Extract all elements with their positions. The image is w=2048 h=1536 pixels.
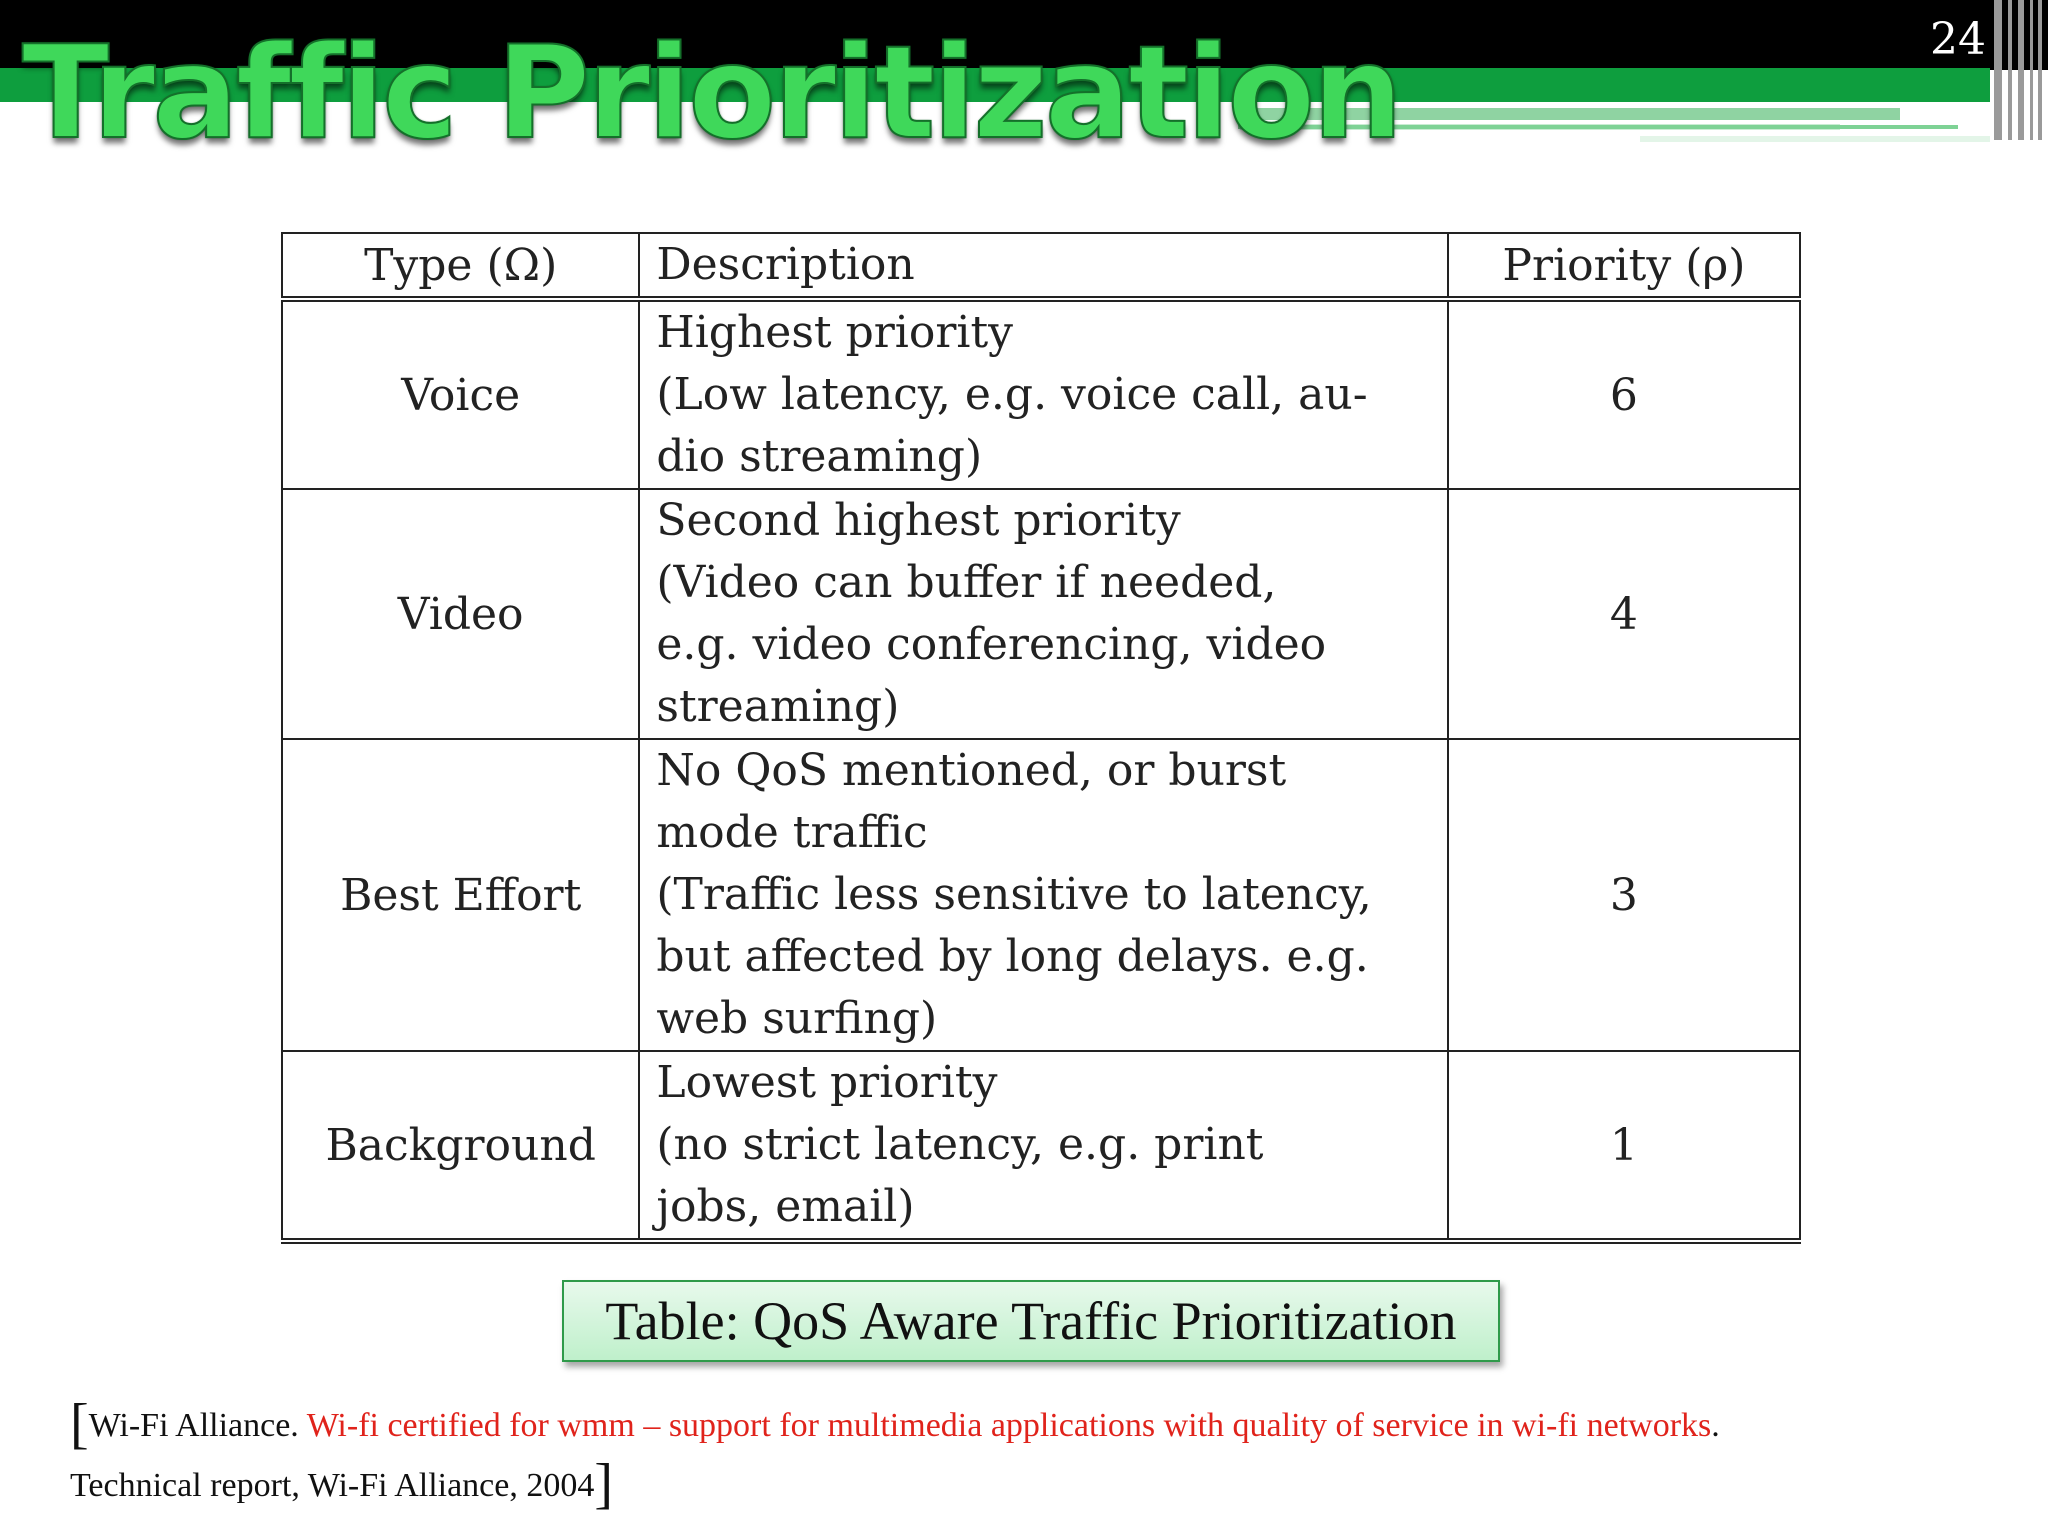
reference-citation bbox=[70, 1393, 1970, 1516]
cell-priority: 4 bbox=[1448, 489, 1800, 739]
table-row bbox=[282, 299, 1800, 489]
table-header-row bbox=[282, 233, 1800, 299]
header-vertical-bar bbox=[2008, 0, 2012, 140]
header-description: Description bbox=[639, 233, 1447, 299]
description-line: jobs, email) bbox=[656, 1181, 915, 1232]
table-caption: Table: QoS Aware Traffic Prioritization bbox=[562, 1280, 1500, 1362]
description-line: No QoS mentioned, or burst bbox=[656, 745, 1287, 796]
slide-number: 24 bbox=[1930, 14, 1986, 65]
reference-close-bracket: ] bbox=[594, 1453, 614, 1515]
reference-period: . bbox=[1711, 1407, 1720, 1444]
reference-title: Wi-fi certified for wmm – support for multimedia applications with quality of service in wi-fi networks bbox=[306, 1407, 1712, 1444]
description-line: streaming) bbox=[656, 681, 900, 732]
reference-author: Wi-Fi Alliance. bbox=[88, 1407, 299, 1444]
cell-description bbox=[639, 739, 1447, 1051]
description-line: Second highest priority bbox=[656, 495, 1181, 546]
reference-open-bracket: [ bbox=[70, 1393, 89, 1455]
description-line: but affected by long delays. e.g. bbox=[656, 931, 1369, 982]
header-stripe bbox=[1640, 136, 1990, 142]
description-line: Lowest priority bbox=[656, 1057, 998, 1108]
header-vertical-bar bbox=[2038, 0, 2042, 140]
slide-title: Traffic Prioritization bbox=[22, 19, 1401, 168]
header-vertical-bar bbox=[1994, 0, 2002, 140]
cell-description bbox=[639, 489, 1447, 739]
header-vertical-bar bbox=[2030, 0, 2033, 140]
description-line: (Traffic less sensitive to latency, bbox=[656, 869, 1372, 920]
cell-type: Video bbox=[282, 489, 639, 739]
table-row bbox=[282, 489, 1800, 739]
cell-type: Background bbox=[282, 1051, 639, 1241]
description-line: e.g. video conferencing, video bbox=[656, 619, 1327, 670]
cell-priority: 6 bbox=[1448, 299, 1800, 489]
description-line: Highest priority bbox=[656, 307, 1013, 358]
cell-priority: 3 bbox=[1448, 739, 1800, 1051]
table-row bbox=[282, 739, 1800, 1051]
header-vertical-bar bbox=[2018, 0, 2024, 140]
table-row bbox=[282, 1051, 1800, 1241]
description-line: mode traffic bbox=[656, 807, 928, 858]
header-type: Type (Ω) bbox=[282, 233, 639, 299]
description-line: dio streaming) bbox=[656, 431, 983, 482]
cell-type: Voice bbox=[282, 299, 639, 489]
description-line: (no strict latency, e.g. print bbox=[656, 1119, 1264, 1170]
cell-priority: 1 bbox=[1448, 1051, 1800, 1241]
description-line: (Video can buffer if needed, bbox=[656, 557, 1277, 608]
cell-description bbox=[639, 1051, 1447, 1241]
reference-details: Technical report, Wi-Fi Alliance, 2004 bbox=[70, 1467, 595, 1504]
description-line: (Low latency, e.g. voice call, au- bbox=[656, 369, 1368, 420]
qos-priority-table bbox=[281, 232, 1801, 1244]
cell-type: Best Effort bbox=[282, 739, 639, 1051]
cell-description bbox=[639, 299, 1447, 489]
description-line: web surfing) bbox=[656, 993, 938, 1044]
header-priority: Priority (ρ) bbox=[1448, 233, 1800, 299]
